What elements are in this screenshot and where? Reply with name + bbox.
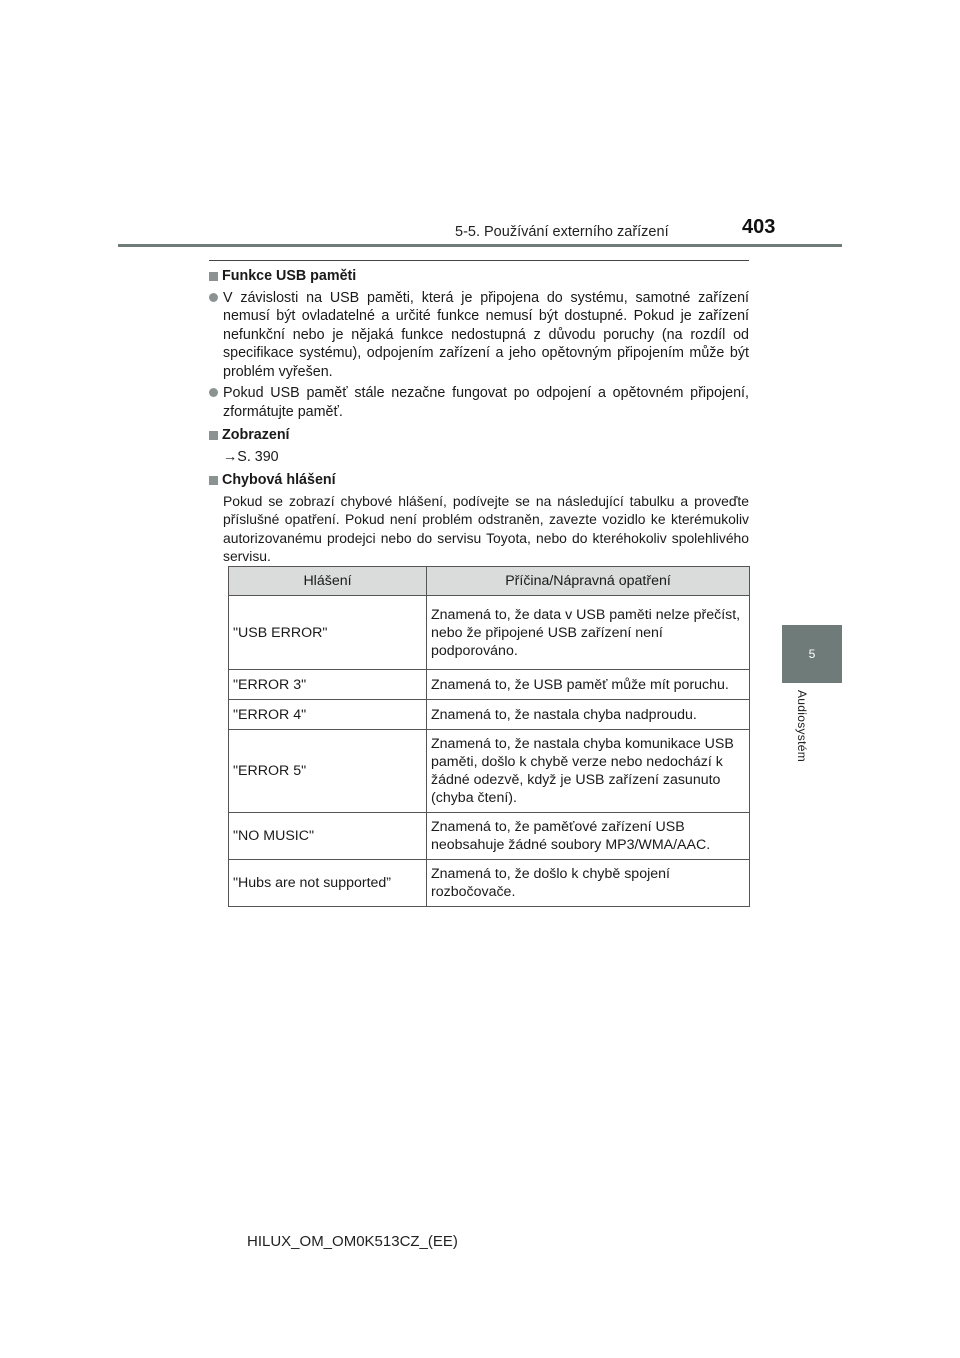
page-number: 403 xyxy=(742,216,776,238)
message-cell: "ERROR 4" xyxy=(229,700,427,730)
table-row xyxy=(229,700,750,730)
bullet-item xyxy=(209,289,749,382)
square-bullet-icon xyxy=(209,476,218,485)
table-row xyxy=(229,860,750,907)
cause-cell: Znamená to, že paměťové zařízení USB neobsahuje žádné soubory MP3/WMA/AAC. xyxy=(427,813,750,860)
error-table xyxy=(228,566,750,907)
cause-cell: Znamená to, že USB paměť může mít poruchu. xyxy=(427,670,750,700)
table-row xyxy=(229,670,750,700)
paragraph: Pokud se zobrazí chybové hlášení, podívejte se na následující tabulku a proveďte příslušné opatření. Pokud není problém odstraněn, zavezte vozidlo ke kterémukoliv autorizovanému prodejci nebo do servisu Toyota, nebo do kteréhokoliv spolehlivého servisu. xyxy=(223,492,749,564)
message-cell: "USB ERROR" xyxy=(229,596,427,670)
circle-bullet-icon xyxy=(209,388,218,397)
section-heading-text: Chybová hlášení xyxy=(222,472,336,488)
section-heading-text: Zobrazení xyxy=(222,427,290,443)
page-reference-link[interactable]: →S. 390 xyxy=(223,448,279,465)
section-errors xyxy=(209,471,749,566)
square-bullet-icon xyxy=(209,431,218,440)
message-cell: "ERROR 3" xyxy=(229,670,427,700)
cause-cell: Znamená to, že došlo k chybě spojení rozbočovače. xyxy=(427,860,750,907)
circle-bullet-icon xyxy=(209,293,218,302)
table-row xyxy=(229,730,750,813)
message-cell: "Hubs are not supported” xyxy=(229,860,427,907)
page-content xyxy=(209,265,749,571)
chapter-label: Audiosystém xyxy=(795,690,809,762)
cause-cell: Znamená to, že nastala chyba nadproudu. xyxy=(427,700,750,730)
content-divider xyxy=(209,260,749,261)
message-cell: "ERROR 5" xyxy=(229,730,427,813)
cause-cell: Znamená to, že nastala chyba komunikace USB paměti, došlo k chybě verze nebo nedochází k žádné odezvě, když je USB zařízení zasunuto (chyba čtení). xyxy=(427,730,750,813)
table-row xyxy=(229,813,750,860)
bullet-item xyxy=(209,384,749,421)
section-display xyxy=(209,426,749,466)
document-code: HILUX_OM_OM0K513CZ_(EE) xyxy=(247,1233,458,1250)
section-heading xyxy=(209,426,749,445)
section-heading xyxy=(209,267,749,286)
chapter-number: 5 xyxy=(808,647,816,661)
column-header-cause: Příčina/Nápravná opatření xyxy=(427,567,750,596)
message-cell: "NO MUSIC" xyxy=(229,813,427,860)
section-usb xyxy=(209,267,749,421)
header-divider xyxy=(118,244,842,247)
table-row xyxy=(229,596,750,670)
table-header-row xyxy=(229,567,750,596)
square-bullet-icon xyxy=(209,272,218,281)
bullet-text: Pokud USB paměť stále nezačne fungovat po odpojení a opětovném připojení, zformátujte paměť. xyxy=(223,385,749,420)
cause-cell: Znamená to, že data v USB paměti nelze přečíst, nebo že připojené USB zařízení není podporováno. xyxy=(427,596,750,670)
column-header-message: Hlášení xyxy=(229,567,427,596)
section-title: 5-5. Používání externího zařízení xyxy=(455,224,669,240)
section-heading xyxy=(209,471,749,490)
chapter-tab[interactable] xyxy=(782,625,842,683)
bullet-text: V závislosti na USB paměti, která je připojena do systému, samotné zařízení nemusí být ovladatelné a určité funkce nemusí být dostupné. Pokud je zařízení nefunkční nebo je nějaká funkce nedostupná z důvodu poruchy (na rozdíl od specifikace systému), odpojením zařízení a jeho opětovným připojením může být problém vyřešen. xyxy=(223,289,749,380)
section-heading-text: Funkce USB paměti xyxy=(222,268,357,284)
